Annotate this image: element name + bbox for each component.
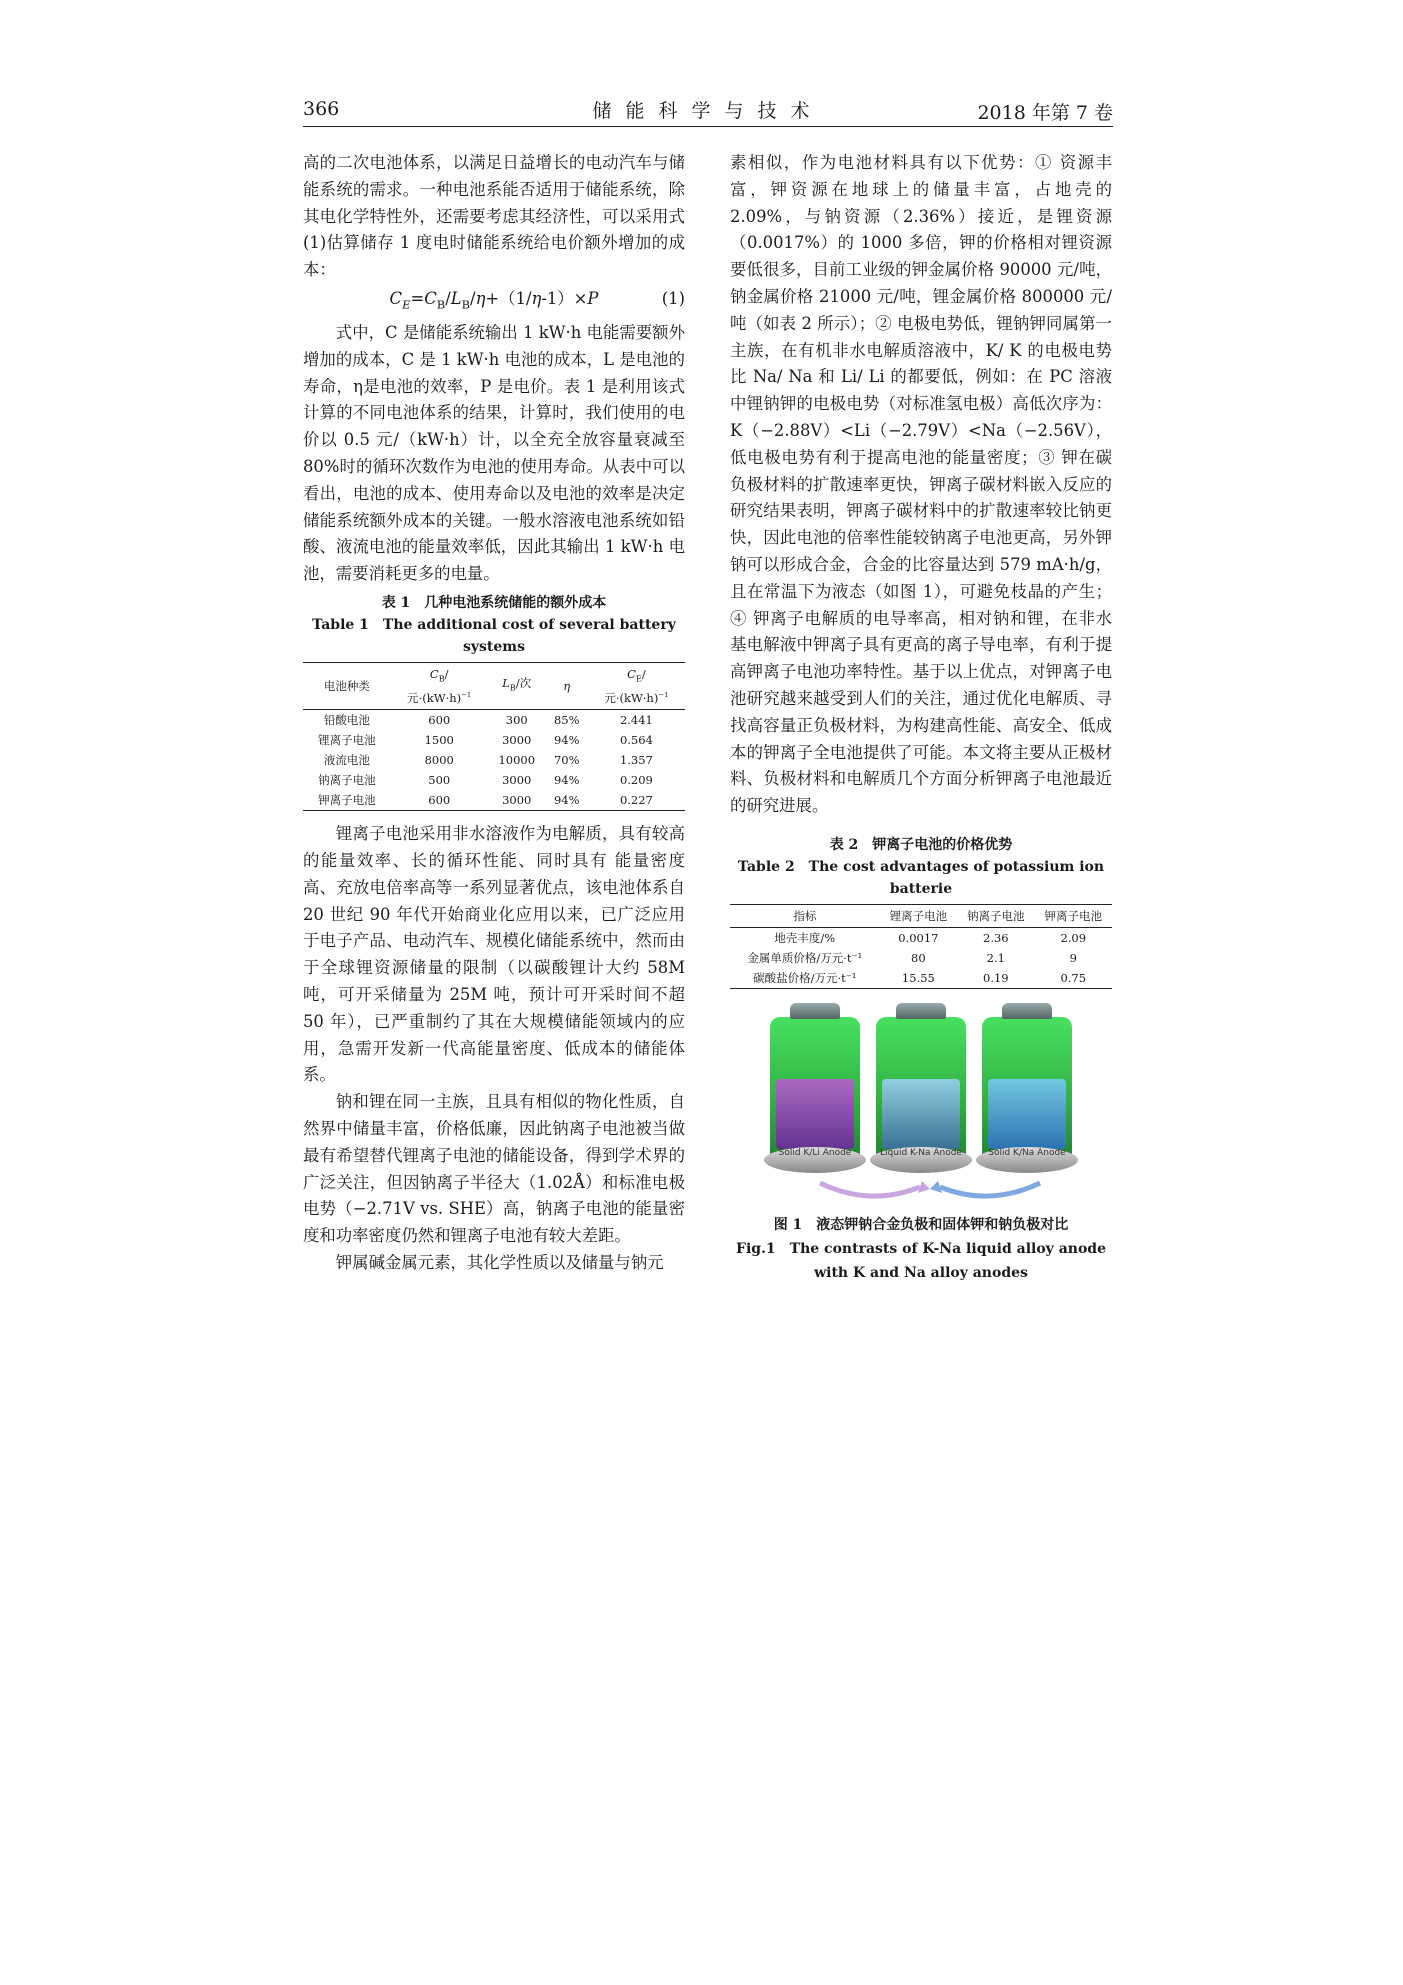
battery-electrolyte [988,1079,1066,1149]
battery-electrolyte [882,1079,960,1149]
battery-cap [1002,1003,1052,1019]
table-cell: 0.19 [957,968,1034,989]
table-cell: 2.36 [983,930,1009,945]
paragraph: 高的二次电池体系，以满足日益增长的电动汽车与储能系统的需求。一种电池系能否适用于储能系统，除其电化学特性外，还需要考虑其经济性，可以采用式(1)估算储存 1 度电时储能系统给电价额外增加的成本： [303,153,685,280]
table-cell: 0.209 [619,773,653,788]
figure-1 [730,999,1112,1209]
table2 [730,904,1112,989]
table-cell: 0.0017 [898,930,939,945]
figure1-caption-en: Fig.1 The contrasts of K-Na liquid alloy anode with K and Na alloy anodes [736,1240,1106,1281]
battery-label: Solid K/Li Anode [778,1148,852,1159]
column-header: $L_B/$次 [488,663,546,710]
table-cell: 94% [553,733,580,748]
battery-illustration [770,1017,860,1167]
table-cell: 80 [911,950,926,965]
battery-illustration [876,1017,966,1167]
battery-illustration [982,1017,1072,1167]
table-row [303,730,685,750]
column-header: $C_B/$ 元$\cdot(kW\cdot h)^{-1}$ [391,663,488,710]
table-cell: 8000 [424,753,454,768]
table-cell: 2.1 [986,950,1005,965]
curved-arrows-icon [810,1179,1050,1207]
table-cell: 钾离子电池 [303,790,391,811]
column-header: 电池种类 [303,663,391,710]
table-cell: 94% [553,773,580,788]
battery-label: Solid K/Na Anode [988,1148,1066,1159]
paragraph: 钠和锂在同一主族，且具有相似的物化性质，自然界中储量丰富，价格低廉，因此钠离子电池被当做最有希望替代锂离子电池的储能设备，得到学术界的广泛关注，但因钠离子半径大（1.02Å）和标准电极电势（−2.71V vs. SHE）高，钠离子电池的能量密度和功率密度仍然和锂离子电池有较大差距。 [303,1092,685,1246]
table-cell: 600 [391,790,488,811]
table-cell: 1500 [424,733,454,748]
paragraph: 式中，C 是储能系统输出 1 kW·h 电能需要额外增加的成本，C 是 1 kW·h 电池的成本，L 是电池的寿命，η是电池的效率，P 是电价。表 1 是利用该式计算的不同电池体系的结果，计算时，我们使用的电价以 0.5 元/（kW·h）计，以全充全放容量衰减至 80%时的循环次数作为电池的使用寿命。从表中可以看出，电池的成本、使用寿命以及电池的效率是决定储能系统额外成本的关键。一般水溶液电池系统如铅酸、液流电池的能量效率低，因此其输出 1 kW·h 电池，需要消耗更多的电量。 [303,323,685,584]
year-volume: 2018 年第 7 卷 [977,102,1113,124]
paragraph: 素相似，作为电池材料具有以下优势：① 资源丰富，钾资源在地球上的储量丰富，占地壳的 2.09%，与钠资源（2.36%）接近，是锂资源（0.0017%）的 1000 多倍，钾的价格相对锂资源要低很多，目前工业级的钾金属价格 90000 元/吨，钠金属价格 21000 元/吨，锂金属价格 800000 元/吨（如表 2 所示）；② 电极电势低，锂钠钾同属第一主族，在有机非水电解质溶液中，K/ K 的电极电势比 Na/ Na 和 Li/ Li 的都要低，例如：在 PC 溶液中锂钠钾的电极电势（对标准氢电极）高低次序为：K（−2.88V）<Li（−2.79V）<Na（−2.56V），低电极电势有利于提高电池的能量密度；③ 钾在碳负极材料的扩散速率更快，钾离子碳材料嵌入反应的研究结果表明，钾离子碳材料中的扩散速率较比钠更快，因此电池的倍率性能较钠离子电池更高，另外钾钠可以形成合金，合金的比容量达到 579 mA·h/g，且在常温下为液态（如图 1），可避免枝晶的产生；④ 钾离子电解质的电导率高，相对钠和锂，在非水基电解液中钾离子具有更高的离子导电率，有利于提高钾离子电池功率特性。基于以上优点，对钾离子电池研究越来越受到人们的关注，通过优化电解质、寻找高容量正负极材料，为构建高性能、高安全、低成本的钾离子全电池提供了可能。本文将主要从正极材料、负极材料和电解质几个方面分析钾离子电池最近的研究进展。 [730,153,1112,816]
table-cell: 地壳丰度/% [774,930,836,945]
table-cell: 0.75 [1035,968,1112,989]
table-cell: 锂离子电池 [318,733,376,748]
left-column [303,150,685,1277]
table-cell: 钠离子电池 [318,773,376,788]
table-cell: 0.564 [619,733,653,748]
table-row [303,710,685,731]
table-cell: 85% [553,713,580,728]
table-cell: 94% [546,790,588,811]
table-row [730,927,1112,948]
table-cell: 3000 [502,773,532,788]
battery-label: Liquid K-Na Anode [880,1148,962,1159]
table-header-row [730,904,1112,927]
table-row [303,750,685,770]
table-cell: 0.227 [588,790,685,811]
table-cell: 15.55 [880,968,957,989]
table-cell: 铅酸电池 [323,713,370,728]
column-header: 指标 [730,904,880,927]
page-number: 366 [303,98,340,120]
table-row [730,948,1112,968]
table-cell: 9 [1069,950,1077,965]
equation-body: $C_E=C_B/L_B/\eta+(1/\eta-1)\times P$ [389,288,599,312]
table1 [303,662,685,811]
table-cell: 液流电池 [323,753,370,768]
column-header: 锂离子电池 [880,904,957,927]
table-row [303,790,685,811]
table-cell: 金属单质价格/万元·t⁻¹ [747,950,863,965]
table-cell: 碳酸盐价格/万元·t⁻¹ [730,968,880,989]
table2-caption-cn: 表 2 钾离子电池的价格优势 [829,836,1013,853]
battery-electrolyte [776,1079,854,1149]
table-cell: 2.441 [619,713,653,728]
table1-caption-en: Table 1 The additional cost of several battery systems [312,617,676,656]
table-cell: 600 [428,713,451,728]
table-cell: 3000 [502,733,532,748]
table-cell: 10000 [498,753,536,768]
equation-number: (1) [661,288,685,308]
column-header: η [546,663,588,710]
table2-caption-en: Table 2 The cost advantages of potassium ion batterie [737,858,1105,897]
paragraph: 钾属碱金属元素，其化学性质以及储量与钠元 [335,1252,664,1272]
figure1-caption-cn: 图 1 液态钾钠合金负极和固体钾和钠负极对比 [773,1216,1069,1233]
column-header: $C_E/$ 元$\cdot(kW\cdot h)^{-1}$ [588,663,685,710]
table-cell: 70% [553,753,580,768]
table-cell: 2.09 [1060,930,1087,945]
journal-title: 储能科学与技术 [592,100,824,122]
paragraph: 锂离子电池采用非水溶液作为电解质，具有较高的能量效率、长的循环性能、同时具有 能量密度高、充放电倍率高等一系列显著优点，该电池体系自 20 世纪 90 年代开始商业化应用以来，已广泛应用于电子产品、电动汽车、规模化储能系统中，然而由于全球锂资源储量的限制（以碳酸锂计大约 58M 吨，可开采储量为 25M 吨，预计可开采时间不超 50 年），已严重制约了其在大规模储能领域内的应用，急需开发新一代高能量密度、低成本的储能体系。 [303,824,685,1085]
table-row [730,968,1112,989]
column-header: 钠离子电池 [957,904,1034,927]
table-row [303,770,685,790]
table-cell: 1.357 [619,753,653,768]
table-cell: 3000 [488,790,546,811]
page-header [303,96,1113,127]
equation [303,286,685,318]
battery-cap [790,1003,840,1019]
battery-cap [896,1003,946,1019]
column-header: 钾离子电池 [1035,904,1112,927]
table-cell: 500 [428,773,451,788]
table-cell: 300 [505,713,528,728]
right-column [730,150,1112,1285]
table1-caption-cn: 表 1 几种电池系统储能的额外成本 [381,595,607,612]
table-header-row [303,663,685,710]
